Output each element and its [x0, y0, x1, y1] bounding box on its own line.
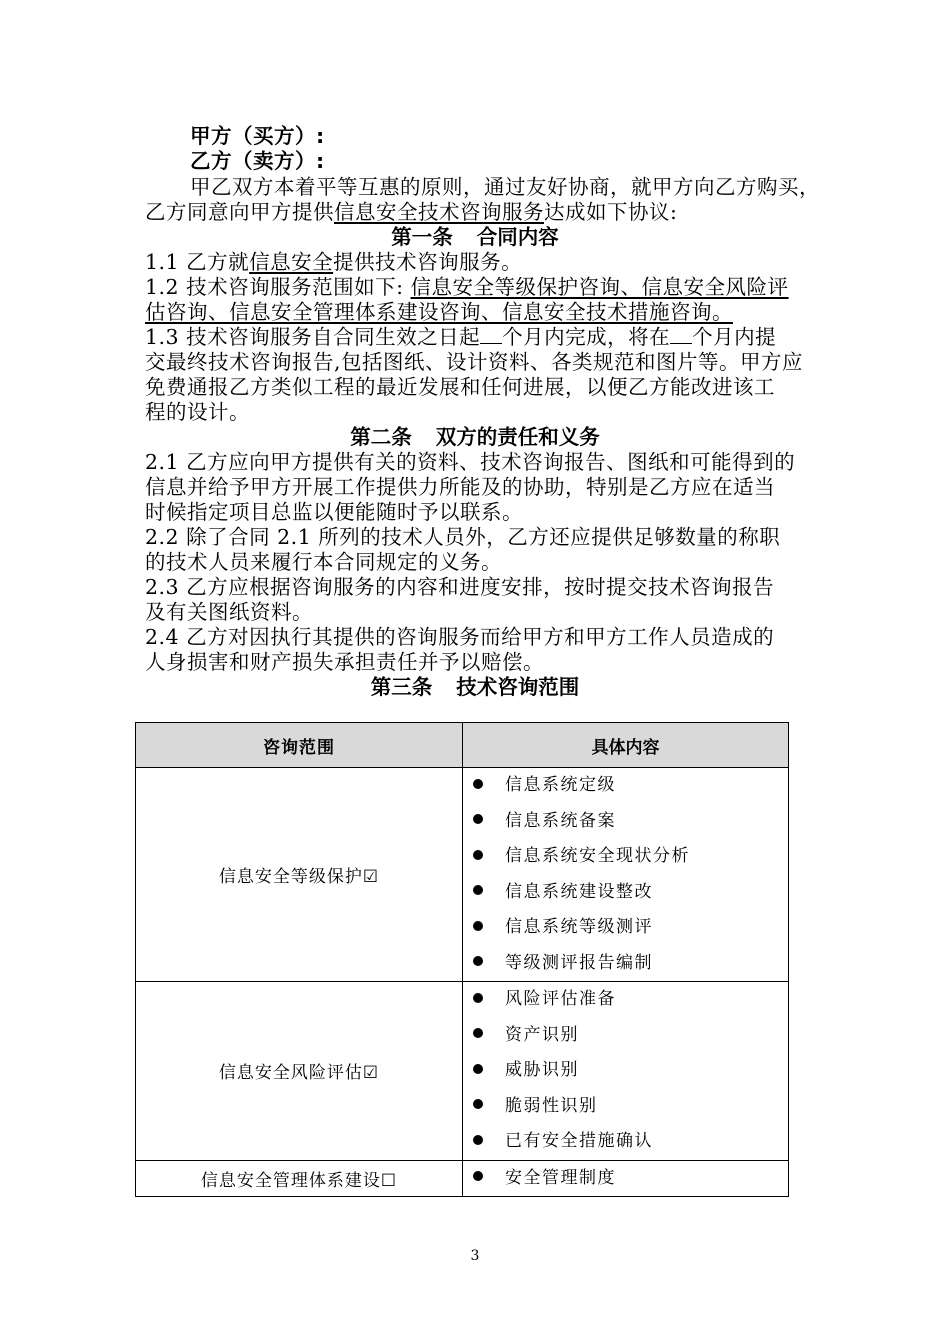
article-2-line: 及有关图纸资料。 [145, 600, 313, 624]
article-2-title: 双方的责任和义务 [435, 425, 600, 449]
bullet-icon [473, 921, 483, 931]
bullet-icon [473, 885, 483, 895]
scope-label: 信息安全等级保护 [218, 867, 363, 887]
intro-line-1: 甲乙双方本着平等互惠的原则，通过友好协商，就甲方向乙方购买， [190, 175, 820, 199]
list-item [463, 839, 788, 875]
service-name: 信息安全技术咨询服务 [334, 200, 544, 224]
checked-box-icon[interactable]: ☑ [362, 867, 380, 887]
item-text: 威胁识别 [505, 1060, 579, 1080]
list-item [463, 1018, 788, 1054]
bullet-icon [473, 814, 483, 824]
content-cell [463, 982, 789, 1161]
item-text: 已有安全措施确认 [505, 1131, 653, 1151]
clause-underlined: 信息安全等级保护咨询、信息安全风险评 [410, 275, 789, 299]
item-text: 信息系统定级 [505, 775, 616, 795]
article-3-title: 技术咨询范围 [456, 675, 580, 699]
clause-text: 个月内完成，将在 [502, 325, 671, 349]
article-2-line: 2.3 乙方应根据咨询服务的内容和进度安排，按时提交技术咨询报告 [145, 575, 775, 599]
intro-line-2 [145, 200, 835, 225]
clause-text: 提供技术咨询服务。 [333, 250, 523, 274]
list-item [463, 1089, 788, 1125]
bullet-icon [473, 1064, 483, 1074]
clause-underlined: 估咨询、信息安全管理体系建设咨询、信息安全技术措施咨询。 [145, 300, 733, 324]
page-number: 3 [470, 1248, 480, 1264]
list-item [463, 1053, 788, 1089]
party-b-label: 乙方（卖方）: [190, 149, 325, 173]
content-list [463, 1161, 788, 1197]
blank-field [670, 325, 692, 344]
list-item [463, 768, 788, 804]
bullet-icon [473, 993, 483, 1003]
list-item [463, 910, 788, 946]
item-text: 信息系统建设整改 [505, 881, 653, 902]
article-3-heading [0, 675, 950, 700]
article-2-heading [0, 425, 950, 450]
scope-cell [136, 1160, 463, 1197]
bullet-icon [473, 956, 483, 966]
item-text: 信息系统等级测评 [505, 917, 653, 937]
clause-1-2 [145, 275, 835, 300]
clause-1-1 [145, 250, 835, 275]
bullet-icon [473, 779, 483, 789]
intro-text-end: 达成如下协议: [544, 200, 678, 224]
scope-cell [136, 768, 463, 982]
table-row [136, 982, 789, 1161]
item-text: 资产识别 [505, 1024, 579, 1045]
party-a-label: 甲方（买方）: [190, 124, 325, 148]
header-scope: 咨询范围 [136, 723, 463, 768]
article-1-number: 第一条 [391, 225, 453, 249]
article-2-line: 2.1 乙方应向甲方提供有关的资料、技术咨询报告、图纸和可能得到的 [145, 450, 796, 474]
list-item [463, 1161, 788, 1197]
clause-text: 1.3 技术咨询服务自合同生效之日起 [145, 325, 481, 349]
intro-text: 乙方同意向甲方提供 [145, 200, 334, 224]
header-content: 具体内容 [463, 723, 789, 768]
clause-underlined: 信息安全 [249, 250, 334, 274]
article-2-line: 的技术人员来履行本合同规定的义务。 [145, 550, 502, 574]
table-row [136, 1160, 789, 1197]
list-item [463, 875, 788, 911]
bullet-icon [473, 1099, 483, 1109]
item-text: 信息系统备案 [505, 810, 616, 831]
item-text: 脆弱性识别 [505, 1095, 598, 1116]
unchecked-box-icon[interactable]: ☐ [380, 1170, 398, 1191]
clause-1-3 [145, 325, 835, 350]
bullet-icon [473, 850, 483, 860]
article-2-line: 信息并给予甲方开展工作提供力所能及的协助，特别是乙方应在适当 [145, 475, 775, 499]
item-text: 信息系统安全现状分析 [505, 846, 690, 866]
clause-text: 个月内提 [692, 325, 777, 349]
item-text: 风险评估准备 [505, 989, 616, 1009]
scope-cell [136, 982, 463, 1161]
blank-field [480, 325, 502, 344]
content-list [463, 768, 788, 981]
bullet-icon [473, 1135, 483, 1145]
clause-text: 1.2 技术咨询服务范围如下: [145, 275, 411, 299]
list-item [463, 1124, 788, 1160]
article-2-line: 2.4 乙方对因执行其提供的咨询服务而给甲方和甲方工作人员造成的 [145, 625, 775, 649]
scope-label: 信息安全风险评估 [218, 1063, 363, 1084]
clause-1-3-line-2: 交最终技术咨询报告,包括图纸、设计资料、各类规范和图片等。甲方应 [145, 350, 804, 374]
list-item [463, 982, 788, 1018]
list-item [463, 946, 788, 982]
checked-box-icon[interactable]: ☑ [362, 1063, 380, 1084]
item-text: 等级测评报告编制 [505, 952, 653, 973]
article-2-line: 2.2 除了合同 2.1 所列的技术人员外，乙方还应提供足够数量的称职 [145, 525, 781, 549]
table-row [136, 768, 789, 982]
scope-label: 信息安全管理体系建设 [200, 1170, 381, 1191]
article-2-line: 人身损害和财产损失承担责任并予以赔偿。 [145, 650, 544, 674]
content-cell [463, 1160, 789, 1197]
article-1-title: 合同内容 [476, 225, 559, 249]
item-text: 安全管理制度 [505, 1167, 616, 1188]
table-header-row [136, 723, 789, 768]
content-cell [463, 768, 789, 982]
bullet-icon [473, 1028, 483, 1038]
consulting-scope-table [135, 722, 789, 1197]
clause-1-3-line-3: 免费通报乙方类似工程的最近发展和任何进展，以便乙方能改进该工 [145, 375, 775, 399]
clause-1-3-line-4: 程的设计。 [145, 400, 250, 424]
content-list [463, 982, 788, 1160]
article-3-number: 第三条 [370, 675, 433, 699]
article-2-number: 第二条 [350, 425, 412, 449]
clause-1-2-cont [145, 300, 835, 325]
article-2-line: 时候指定项目总监以便能随时予以联系。 [145, 500, 523, 524]
article-1-heading [0, 225, 950, 250]
bullet-icon [473, 1171, 483, 1181]
clause-text: 1.1 乙方就 [145, 250, 250, 274]
list-item [463, 804, 788, 840]
